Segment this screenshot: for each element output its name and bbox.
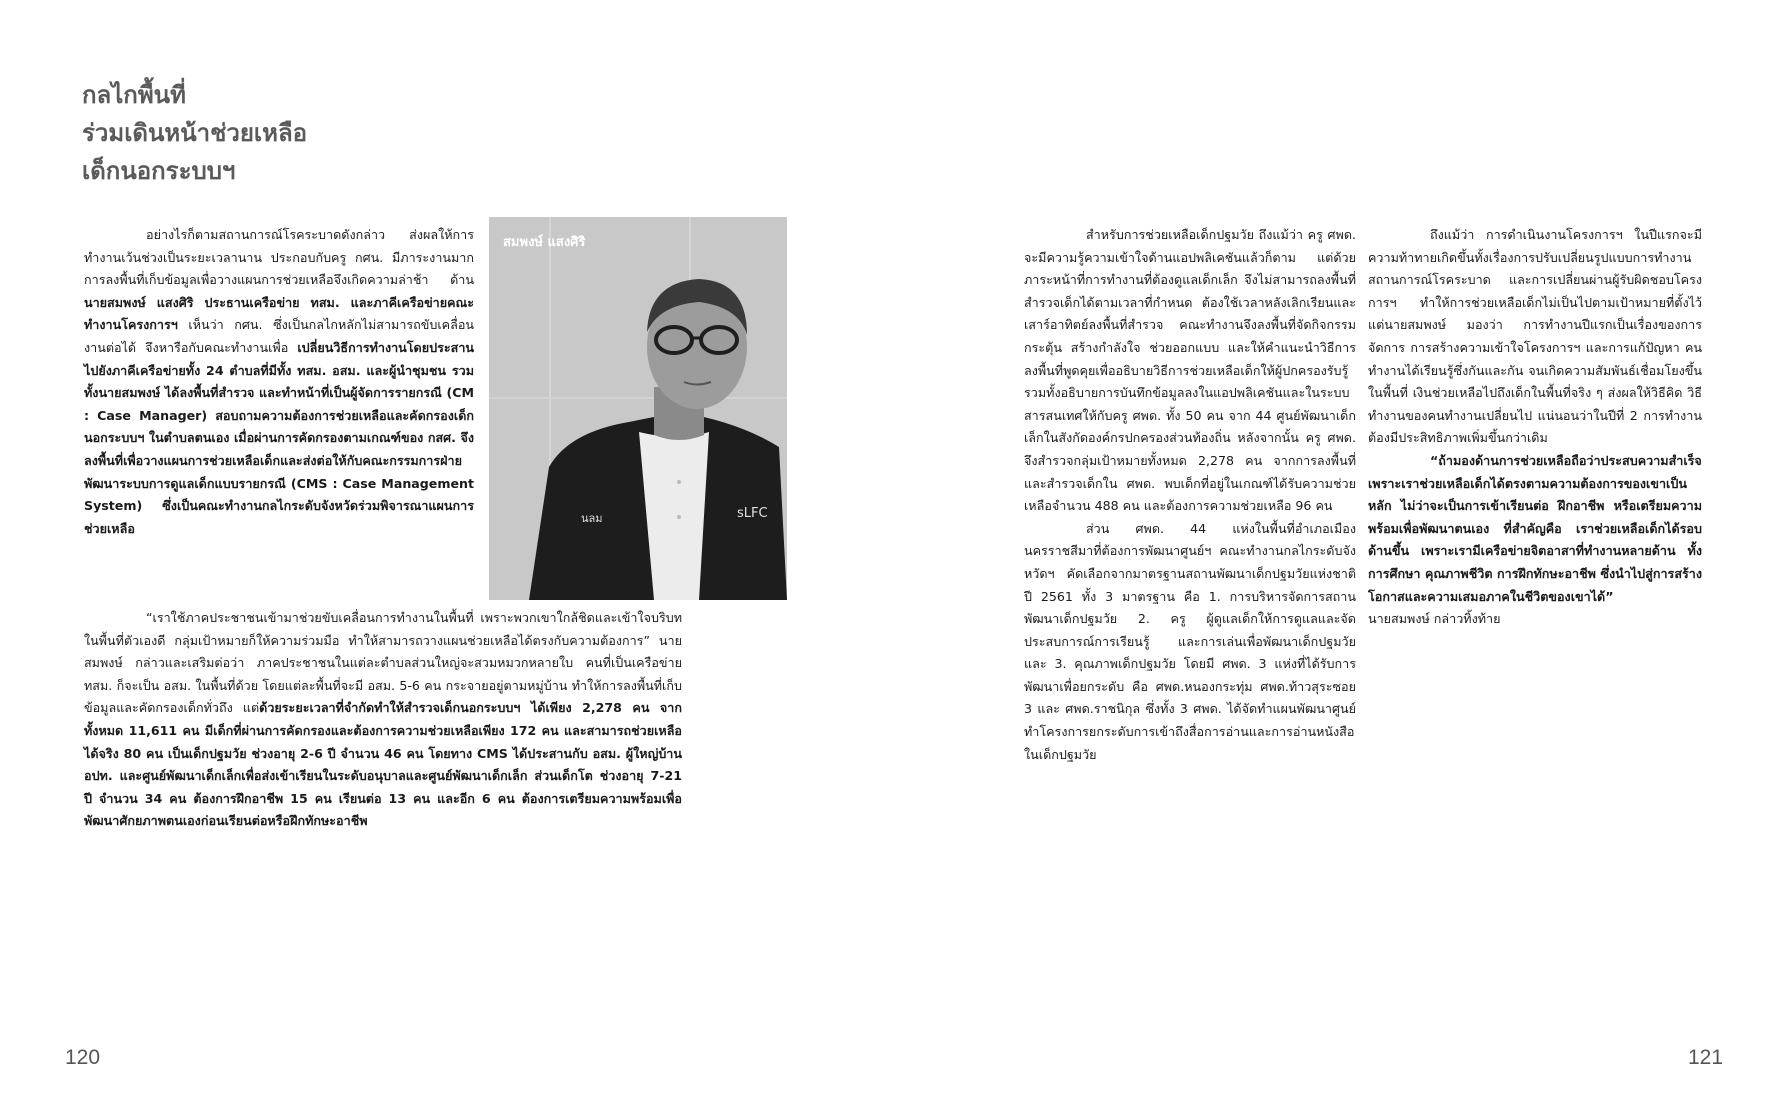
paragraph-challenges: ถึงแม้ว่า การดำเนินงานโครงการฯ ในปีแรกจะมีความท้าทายเกิดขึ้นทั้งเรื่องการปรับเปลี่ยนรูปแบบการทำงาน สถานการณ์โรคระบาด และการเปลี่ยนผ่านผู้รับผิดชอบโครงการฯ ทำให้การช่วยเหลือเด็กไม่เป็นไปตามเป้าหมายที่ตั้งไว้ แต่นายสมพงษ์ มองว่า การทำงานปีแรกเป็นเรื่องของการจัดการ การสร้างความเข้าใจโครงการฯ และการแก้ปัญหา คนทำงานได้เรียนรู้ซึ่งกันและกัน จนเกิดความสัมพันธ์เชื่อมโยงขึ้นในพื้นที่ เงินช่วยเหลือไปถึงเด็กในพื้นที่จริง ๆ ส่งผลให้วิธีคิด วิธีทำงานของคนทำงานเปลี่ยนไป แน่นอนว่าในปีที่ 2 การทำงานต้องมีประสิทธิภาพเพิ่มขึ้นกว่าเดิม bbox=[1368, 227, 1702, 446]
text-run: อย่างไรก็ตามสถานการณ์โรคระบาดดังกล่าว ส่งผลให้การทำงานเว้นช่วงเป็นระยะเวลานาน ประกอบกับครู กศน. มีภาระงานมาก การลงพื้นที่เก็บข้อมูลเพื่อวางแผนการช่วยเหลือจึงเกิดความล่าช้า ด้าน bbox=[84, 227, 474, 288]
jacket-logo-right: sLFC bbox=[737, 506, 768, 521]
page-number-right: 121 bbox=[1688, 1046, 1724, 1069]
photo-caption: สมพงษ์ แสงศิริ bbox=[503, 235, 586, 250]
right-column-1 bbox=[1024, 224, 1356, 766]
paragraph-intro bbox=[84, 224, 474, 540]
title-line-3: เด็กนอกระบบฯ bbox=[82, 157, 236, 185]
jacket-logo-left: นลม bbox=[581, 512, 603, 525]
left-wide-text bbox=[84, 607, 682, 833]
paragraph-centers: ส่วน ศพด. 44 แห่งในพื้นที่อำเภอเมืองนครราชสีมาที่ต้องการพัฒนาศูนย์ฯ คณะทำงานกลไกระดับจังหวัดฯ คัดเลือกจากมาตรฐานสถานพัฒนาเด็กปฐมวัยแห่งชาติ ปี 2561 ทั้ง 3 มาตรฐาน คือ 1. การบริหารจัดการสถานพัฒนาเด็กปฐมวัย 2. ครู ผู้ดูแลเด็กให้การดูแลและจัดประสบการณ์การเรียนรู้ และการเล่นเพื่อพัฒนาเด็กปฐมวัย และ 3. คุณภาพเด็กปฐมวัย โดยมี ศพด. 3 แห่งที่ได้รับการพัฒนาเพื่อยกระดับ คือ ศพด.หนองกระทุ่ม ศพด.ท้าวสุระซอย 3 และ ศพด.ราชนิกุล ซึ่งทั้ง 3 ศพด. ได้จัดทำแผนพัฒนาศูนย์ ทำโครงการยกระดับการเข้าถึงสื่อการอ่านและการอ่านหนังสือในเด็กปฐมวัย bbox=[1024, 520, 1356, 762]
portrait-illustration bbox=[489, 217, 787, 600]
text-run: เห็นว่า กศน. ซึ่งเป็นกลไกหลักไม่สามารถขับเคลื่อนงานต่อได้ จึงหารือกับคณะทำงานเพื่อ bbox=[84, 317, 474, 355]
right-column-2 bbox=[1368, 224, 1702, 631]
bold-quote: “ถ้ามองด้านการช่วยเหลือถือว่าประสบความสำเร็จ เพราะเราช่วยเหลือเด็กได้ตรงตามความต้องการของเขาเป็นหลัก ไม่ว่าจะเป็นการเข้าเรียนต่อ ฝึกอาชีพ หรือเตรียมความพร้อมเพื่อพัฒนาตนเอง ที่สำคัญคือ เราช่วยเหลือเด็กได้รอบด้านขึ้น เพราะเรามีเครือข่ายจิตอาสาที่ทำงานหลายด้าน ทั้งการศึกษา คุณภาพชีวิต การฝึกทักษะอาชีพ ซึ่งนำไปสู่การสร้างโอกาสและความเสมอภาคในชีวิตของเขาได้” bbox=[1368, 452, 1702, 604]
paragraph-quote bbox=[84, 607, 682, 833]
title-line-2: ร่วมเดินหน้าช่วยเหลือ bbox=[82, 119, 308, 147]
title-line-1: กลไกพื้นที่ bbox=[82, 81, 186, 109]
bold-run: นายสมพงษ์ แสงศิริ ประธานเครือข่าย ทสม. และภาคีเครือข่ายคณะทำงานโครงการฯ bbox=[84, 294, 474, 333]
portrait-photo bbox=[489, 217, 787, 600]
paragraph-closing-quote bbox=[1368, 450, 1702, 608]
left-column-text bbox=[84, 224, 474, 540]
bold-run: ด้วยระยะเวลาที่จำกัดทำให้สำรวจเด็กนอกระบบฯ ได้เพียง 2,278 คน จากทั้งหมด 11,611 คน มีเด็กที่ผ่านการคัดกรองและต้องการความช่วยเหลือเพียง 172 คน และสามารถช่วยเหลือได้จริง 80 คน เป็นเด็กปฐมวัย ช่วงอายุ 2-6 ปี จำนวน 46 คน โดยทาง CMS ได้ประสานกับ อสม. ผู้ใหญ่บ้าน อปท. และศูนย์พัฒนาเด็กเล็กเพื่อส่งเข้าเรียนในระดับอนุบาลและศูนย์พัฒนาเด็กเล็ก ส่วนเด็กโต ช่วงอายุ 7-21 ปี จำนวน 34 คน ต้องการฝึกอาชีพ 15 คน เรียนต่อ 13 คน และอีก 6 คน ต้องการเตรียมความพร้อมเพื่อพัฒนาศักยภาพตนเองก่อนเรียนต่อหรือฝึกทักษะอาชีพ bbox=[84, 700, 682, 829]
page-number-left: 120 bbox=[65, 1046, 101, 1069]
paragraph-early-childhood: สำหรับการช่วยเหลือเด็กปฐมวัย ถึงแม้ว่า ครู ศพด. จะมีความรู้ความเข้าใจด้านแอปพลิเคชันแล้วก็ตาม แต่ด้วยภาระหน้าที่การทำงานที่ต้องดูแลเด็กเล็ก จึงไม่สามารถลงพื้นที่สำรวจเด็กได้ตามเวลาที่กำหนด ต้องใช้เวลาหลังเลิกเรียนและเสาร์อาทิตย์ลงพื้นที่สำรวจ คณะทำงานจึงลงพื้นที่จัดกิจกรรมกระตุ้น สร้างกำลังใจ ช่วยออกแบบ และให้คำแนะนำวิธีการลงพื้นที่พูดคุยเพื่ออธิบายวิธีการช่วยเหลือเด็กให้ผู้ปกครองรับรู้ รวมทั้งอธิบายการบันทึกข้อมูลลงในแอปพลิเคชันและในระบบสารสนเทศให้กับครู ศพด. ทั้ง 50 คน จาก 44 ศูนย์พัฒนาเด็กเล็กในสังกัดองค์กรปกครองส่วนท้องถิ่น หลังจากนั้น ครู ศพด. จึงสำรวจกลุ่มเป้าหมายทั้งหมด 2,278 คน จากการลงพื้นที่และสำรวจเด็กใน ศพด. พบเด็กที่อยู่ในเกณฑ์ได้รับความช่วยเหลือจำนวน 488 คน และต้องการความช่วยเหลือ 96 คน bbox=[1024, 227, 1356, 514]
bold-run: เปลี่ยนวิธีการทำงานโดยประสานไปยังภาคีเครือข่ายทั้ง 24 ตำบลที่มีทั้ง ทสม. อสม. และผู้นำชุมชน รวมทั้งนายสมพงษ์ ได้ลงพื้นที่สำรวจ และทำหน้าที่เป็นผู้จัดการรายกรณี (CM : Case Manager) สอบถามความต้องการช่วยเหลือและคัดกรองเด็กนอกระบบฯ ในตำบลตนเอง เมื่อผ่านการคัดกรองตามเกณฑ์ของ กสศ. จึงลงพื้นที่เพื่อวางแผนการช่วยเหลือเด็กและส่งต่อให้กับคณะกรรมการฝ่ายพัฒนาระบบการดูแลเด็กแบบรายกรณี (CMS : Case Management System) ซึ่งเป็นคณะทำงานกลไกระดับจังหวัดร่วมพิจารณาแผนการช่วยเหลือ bbox=[84, 339, 474, 536]
paragraph-attribution: นายสมพงษ์ กล่าวทิ้งท้าย bbox=[1368, 611, 1501, 627]
text-run: “เราใช้ภาคประชาชนเข้ามาช่วยขับเคลื่อนการทำงานในพื้นที่ เพราะพวกเขาใกล้ชิดและเข้าใจบริบทในพื้นที่ตัวเองดี กลุ่มเป้าหมายก็ให้ความร่วมมือ ทำให้สามารถวางแผนช่วยเหลือได้ตรงกับความต้องการ” นายสมพงษ์ กล่าวและเสริมต่อว่า ภาคประชาชนในแต่ละตำบลส่วนใหญ่จะสวมหมวกหลายใบ คนที่เป็นเครือข่าย ทสม. ก็จะเป็น อสม. ในพื้นที่ด้วย โดยแต่ละพื้นที่จะมี อสม. 5-6 คน กระจายอยู่ตามหมู่บ้าน ทำให้การลงพื้นที่เก็บข้อมูลและคัดกรองเด็กทั่วถึง แต่ bbox=[84, 610, 682, 716]
article-title bbox=[82, 76, 502, 190]
